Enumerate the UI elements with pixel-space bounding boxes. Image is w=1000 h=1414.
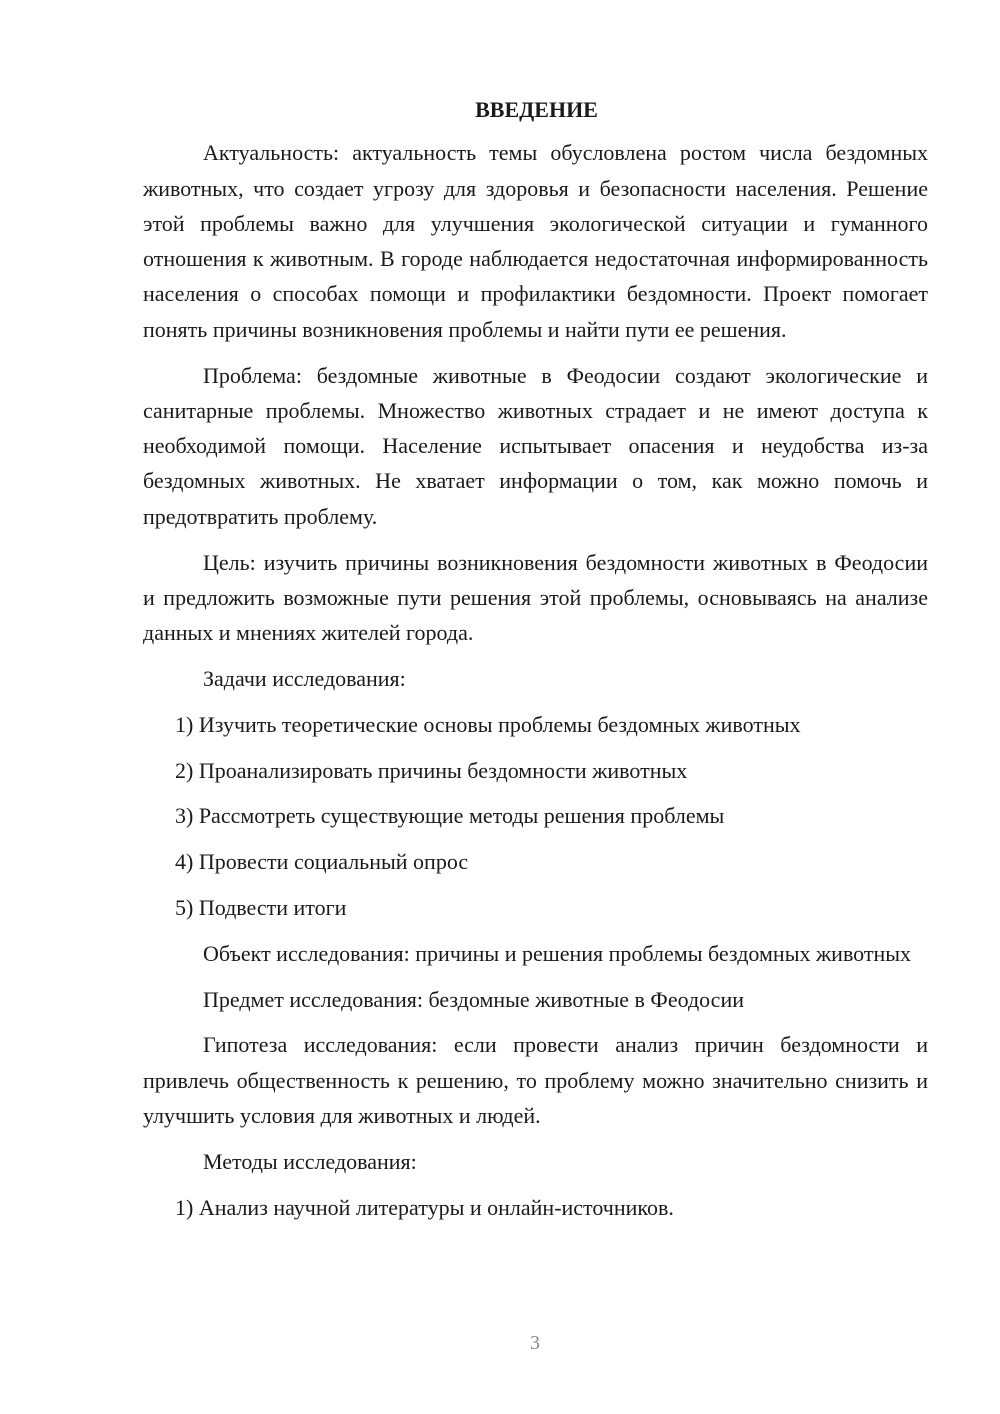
section-heading: ВВЕДЕНИЕ — [475, 97, 598, 122]
list-item: 3) Рассмотреть существующие методы решения проблемы — [175, 803, 725, 829]
methods-list — [143, 1190, 928, 1225]
methods-heading: Методы исследования: — [203, 1148, 417, 1174]
list-item: 1) Анализ научной литературы и онлайн-источников. — [175, 1194, 674, 1220]
paragraph-subject: Предмет исследования: бездомные животные в Феодосии — [203, 986, 744, 1012]
list-item: 1) Изучить теоретические основы проблемы бездомных животных — [175, 711, 801, 737]
paragraph-problem: Проблема: бездомные животные в Феодосии создают экологические и санитарные проблемы. Множество животных страдает и не имеют доступа к необходимой помощи. Население испытывает опасения и неудобства из-за бездомных животных. Не хватает информации о том, как можно помочь и предотвратить проблему. — [143, 362, 928, 529]
list-item: 5) Подвести итоги — [175, 894, 347, 920]
paragraph-relevance: Актуальность: актуальность темы обусловлена ростом числа бездомных животных, что создает угрозу для здоровья и безопасности населения. Решение этой проблемы важно для улучшения экологической ситуации и гуманного отношения к животным. В городе наблюдается недостаточная информированность населения о способах помощи и профилактики бездомности. Проект помогает понять причины возникновения проблемы и найти пути ее решения. — [143, 140, 928, 342]
tasks-heading: Задачи исследования: — [203, 665, 406, 691]
paragraph-object: Объект исследования: причины и решения проблемы бездомных животных — [203, 940, 912, 966]
page-number: 3 — [530, 1332, 540, 1354]
paragraph-hypothesis: Гипотеза исследования: если провести анализ причин бездомности и привлечь общественность к решению, то проблему можно значительно снизить и улучшить условия для животных и людей. — [143, 1032, 928, 1128]
paragraph-goal: Цель: изучить причины возникновения бездомности животных в Феодосии и предложить возможные пути решения этой проблемы, основываясь на анализе данных и мнениях жителей города. — [143, 549, 928, 646]
document-page — [143, 92, 928, 1235]
list-item: 4) Провести социальный опрос — [175, 849, 469, 875]
list-item: 2) Проанализировать причины бездомности животных — [175, 757, 688, 783]
tasks-list — [143, 707, 928, 925]
